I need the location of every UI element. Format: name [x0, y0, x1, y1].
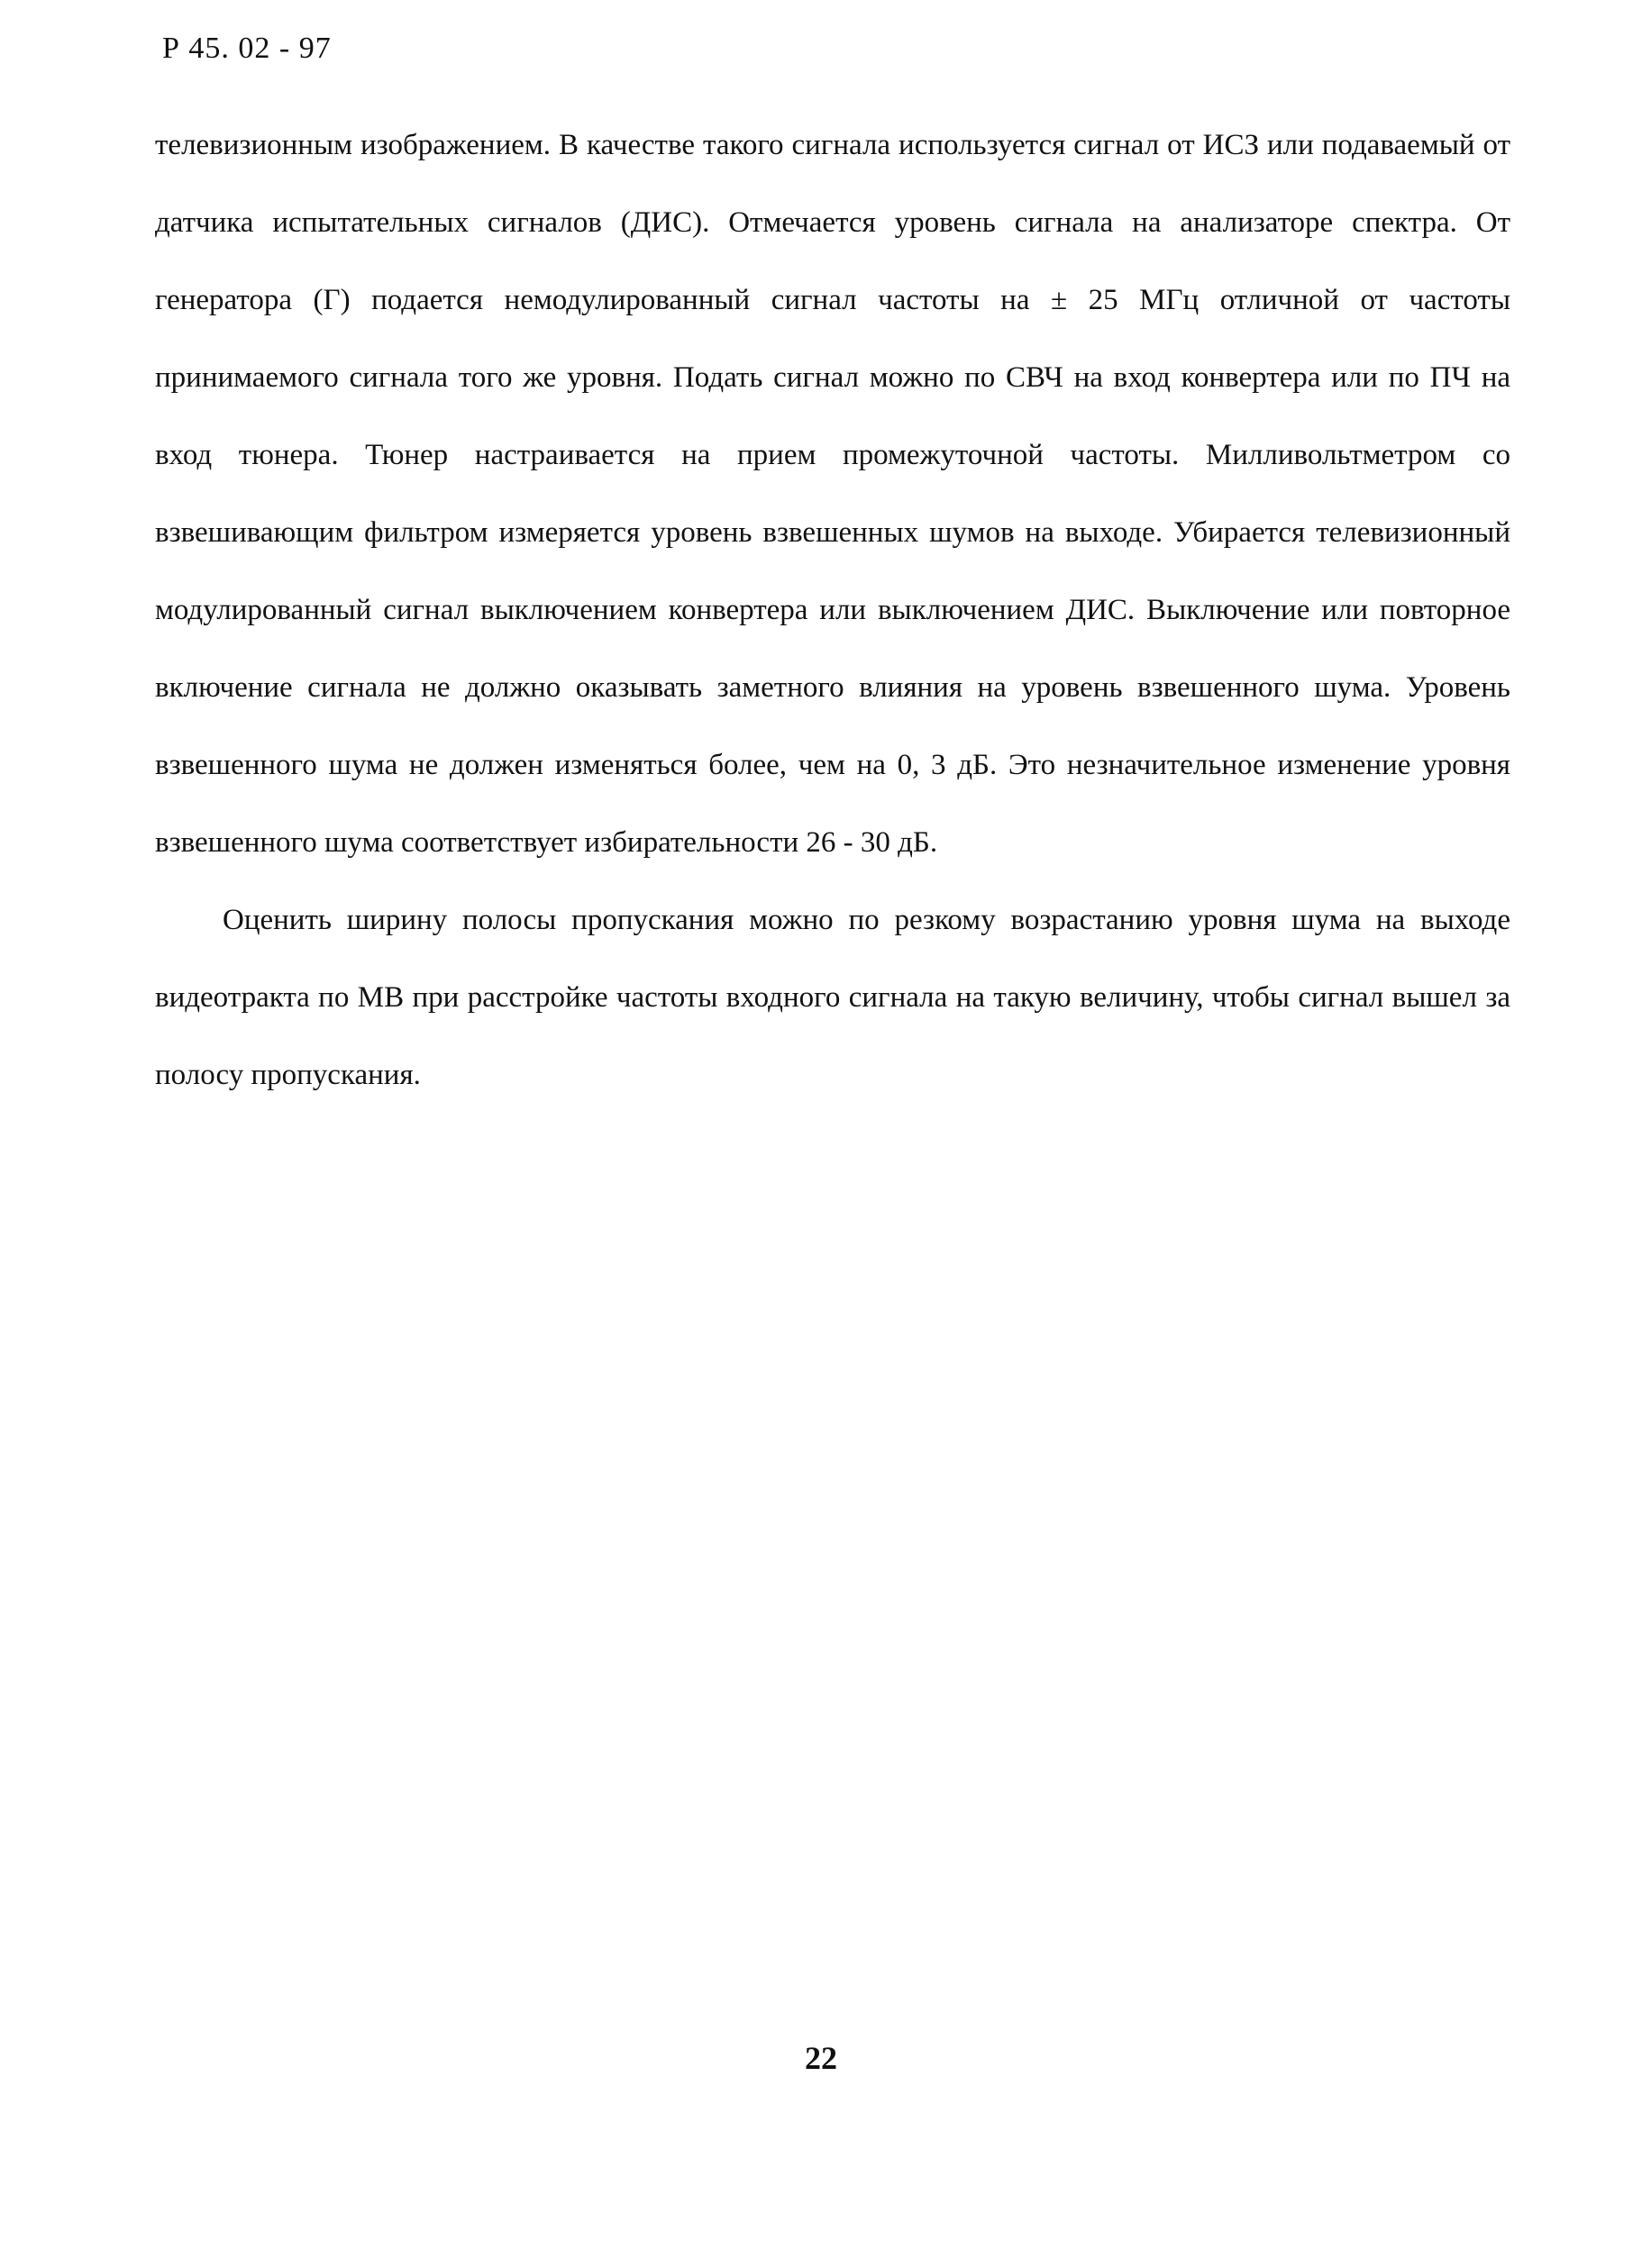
document-code: Р 45. 02 - 97: [162, 32, 332, 65]
paragraph-2: Оценить ширину полосы пропускания можно по резкому возрастанию уровня шума на выходе видеотракта по МВ при расстройке частоты входного сигнала на такую величину, чтобы сигнал вышел за полосу пропускания.: [155, 904, 1510, 1091]
paragraph-1: телевизионным изображением. В качестве такого сигнала используется сигнал от ИСЗ или подаваемый от датчика испытательных сигналов (ДИС). Отмечается уровень сигнала на анализаторе спектра. От генератора (Г) подается немодулированный сигнал частоты на ± 25 МГц отличной от частоты принимаемого сигнала того же уровня. Подать сигнал можно по СВЧ на вход конвертера или по ПЧ на вход тюнера. Тюнер настраивается на прием промежуточной частоты. Милливольтметром со взвешивающим фильтром измеряется уровень взвешенных шумов на выходе. Убирается телевизионный модулированный сигнал выключением конвертера или выключением ДИС. Выключение или повторное включение сигнала не должно оказывать заметного влияния на уровень взвешенного шума. Уровень взвешенного шума не должен изменяться более, чем на 0, 3 дБ. Это незначительное изменение уровня взвешенного шума соответствует избирательности 26 - 30 дБ.: [155, 129, 1510, 859]
body-text: [155, 106, 1510, 1114]
page-number: 22: [805, 2040, 837, 2076]
